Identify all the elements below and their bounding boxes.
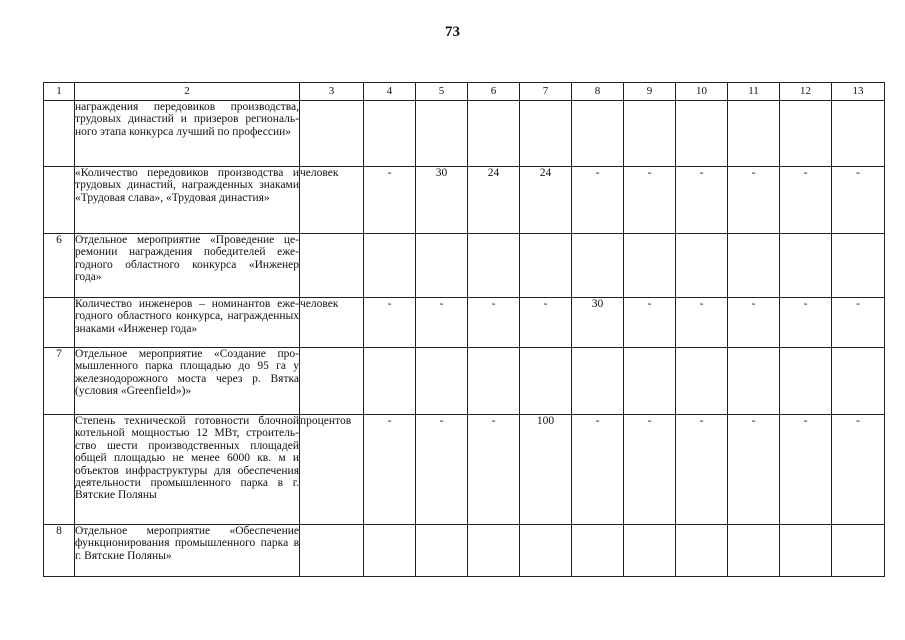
header-cell: 11 <box>728 83 780 101</box>
value-cell: - <box>780 167 832 234</box>
value-cell <box>832 348 885 415</box>
value-cell: - <box>832 415 885 525</box>
value-cell <box>572 101 624 167</box>
row-number <box>44 415 75 525</box>
value-cell: - <box>364 415 416 525</box>
row-description: Количество инженеров – номинантов ежегодного областного конкурса, награжденных знаками «Инженер года» <box>75 298 300 348</box>
value-cell: - <box>416 298 468 348</box>
value-cell <box>468 101 520 167</box>
value-cell <box>468 348 520 415</box>
value-cell <box>416 525 468 577</box>
indicator-row <box>44 298 885 348</box>
value-cell <box>364 101 416 167</box>
value-cell <box>676 234 728 298</box>
value-cell: - <box>832 167 885 234</box>
indicator-row <box>44 415 885 525</box>
header-cell: 3 <box>300 83 364 101</box>
row-number: 8 <box>44 525 75 577</box>
header-cell: 9 <box>624 83 676 101</box>
value-cell <box>572 234 624 298</box>
value-cell: - <box>728 415 780 525</box>
value-cell <box>520 525 572 577</box>
header-cell: 6 <box>468 83 520 101</box>
value-cell: - <box>572 415 624 525</box>
value-cell <box>520 348 572 415</box>
header-row <box>44 83 885 101</box>
value-cell <box>832 234 885 298</box>
value-cell <box>780 101 832 167</box>
value-cell <box>364 348 416 415</box>
indicators-table <box>43 82 885 577</box>
event-row <box>44 525 885 577</box>
value-cell: - <box>624 415 676 525</box>
unit-cell <box>300 101 364 167</box>
value-cell <box>780 348 832 415</box>
row-number <box>44 298 75 348</box>
value-cell <box>624 234 676 298</box>
unit-cell: человек <box>300 298 364 348</box>
value-cell <box>520 234 572 298</box>
value-cell: - <box>728 298 780 348</box>
value-cell: - <box>364 167 416 234</box>
header-cell: 13 <box>832 83 885 101</box>
value-cell <box>416 234 468 298</box>
value-cell: - <box>468 298 520 348</box>
value-cell: 24 <box>468 167 520 234</box>
header-cell: 10 <box>676 83 728 101</box>
value-cell <box>624 525 676 577</box>
value-cell <box>832 101 885 167</box>
event-row <box>44 348 885 415</box>
value-cell: - <box>832 298 885 348</box>
value-cell <box>728 525 780 577</box>
value-cell <box>728 234 780 298</box>
value-cell <box>676 525 728 577</box>
value-cell <box>416 101 468 167</box>
header-cell: 8 <box>572 83 624 101</box>
value-cell <box>572 348 624 415</box>
value-cell <box>468 234 520 298</box>
header-cell: 4 <box>364 83 416 101</box>
row-description: Отдельное мероприятие «Проведение церемонии награждения победителей ежегодного областного конкурса «Инженер года» <box>75 234 300 298</box>
row-description: Отдельное мероприятие «Обеспечение функционирования промышленного парка в г. Вятские Поляны» <box>75 525 300 577</box>
indicator-row <box>44 167 885 234</box>
row-description: «Количество передовиков производства и трудовых династий, награжденных знаками «Трудовая слава», «Трудовая династия» <box>75 167 300 234</box>
value-cell <box>676 348 728 415</box>
value-cell: - <box>416 415 468 525</box>
header-cell: 1 <box>44 83 75 101</box>
row-number: 7 <box>44 348 75 415</box>
value-cell <box>728 101 780 167</box>
header-cell: 5 <box>416 83 468 101</box>
value-cell <box>520 101 572 167</box>
value-cell <box>728 348 780 415</box>
value-cell <box>624 101 676 167</box>
header-cell: 2 <box>75 83 300 101</box>
value-cell: - <box>624 167 676 234</box>
value-cell <box>676 101 728 167</box>
value-cell: - <box>364 298 416 348</box>
value-cell: 30 <box>416 167 468 234</box>
value-cell: 30 <box>572 298 624 348</box>
value-cell <box>624 348 676 415</box>
row-number <box>44 167 75 234</box>
value-cell <box>364 234 416 298</box>
row-description: Степень технической готовности блочной котельной мощностью 12 МВт, строительство шести производственных площадей общей площадью не менее 6000 кв. м и объектов инфраструктуры для обеспечения деятельности промышленного парка в г. Вятские Поляны <box>75 415 300 525</box>
header-cell: 12 <box>780 83 832 101</box>
value-cell <box>416 348 468 415</box>
page-number: 73 <box>445 24 460 40</box>
value-cell <box>468 525 520 577</box>
value-cell: - <box>780 415 832 525</box>
unit-cell <box>300 234 364 298</box>
value-cell: - <box>676 415 728 525</box>
value-cell: - <box>468 415 520 525</box>
value-cell: 100 <box>520 415 572 525</box>
value-cell: - <box>624 298 676 348</box>
row-description: Отдельное мероприятие «Создание промышленного парка площадью до 95 га у железнодорожного моста через р. Вятка (условия «Greenfield»)» <box>75 348 300 415</box>
row-number <box>44 101 75 167</box>
event-row <box>44 234 885 298</box>
value-cell <box>780 525 832 577</box>
row-description: награждения передовиков производства, трудовых династий и призеров регионального этапа конкурса лучший по профессии» <box>75 101 300 167</box>
value-cell: - <box>572 167 624 234</box>
unit-cell <box>300 348 364 415</box>
value-cell <box>832 525 885 577</box>
unit-cell: человек <box>300 167 364 234</box>
value-cell <box>572 525 624 577</box>
unit-cell <box>300 525 364 577</box>
value-cell: - <box>676 167 728 234</box>
value-cell <box>780 234 832 298</box>
value-cell: - <box>676 298 728 348</box>
indicator-row <box>44 101 885 167</box>
value-cell: - <box>520 298 572 348</box>
value-cell: 24 <box>520 167 572 234</box>
value-cell <box>364 525 416 577</box>
row-number: 6 <box>44 234 75 298</box>
header-cell: 7 <box>520 83 572 101</box>
unit-cell: процентов <box>300 415 364 525</box>
value-cell: - <box>780 298 832 348</box>
value-cell: - <box>728 167 780 234</box>
